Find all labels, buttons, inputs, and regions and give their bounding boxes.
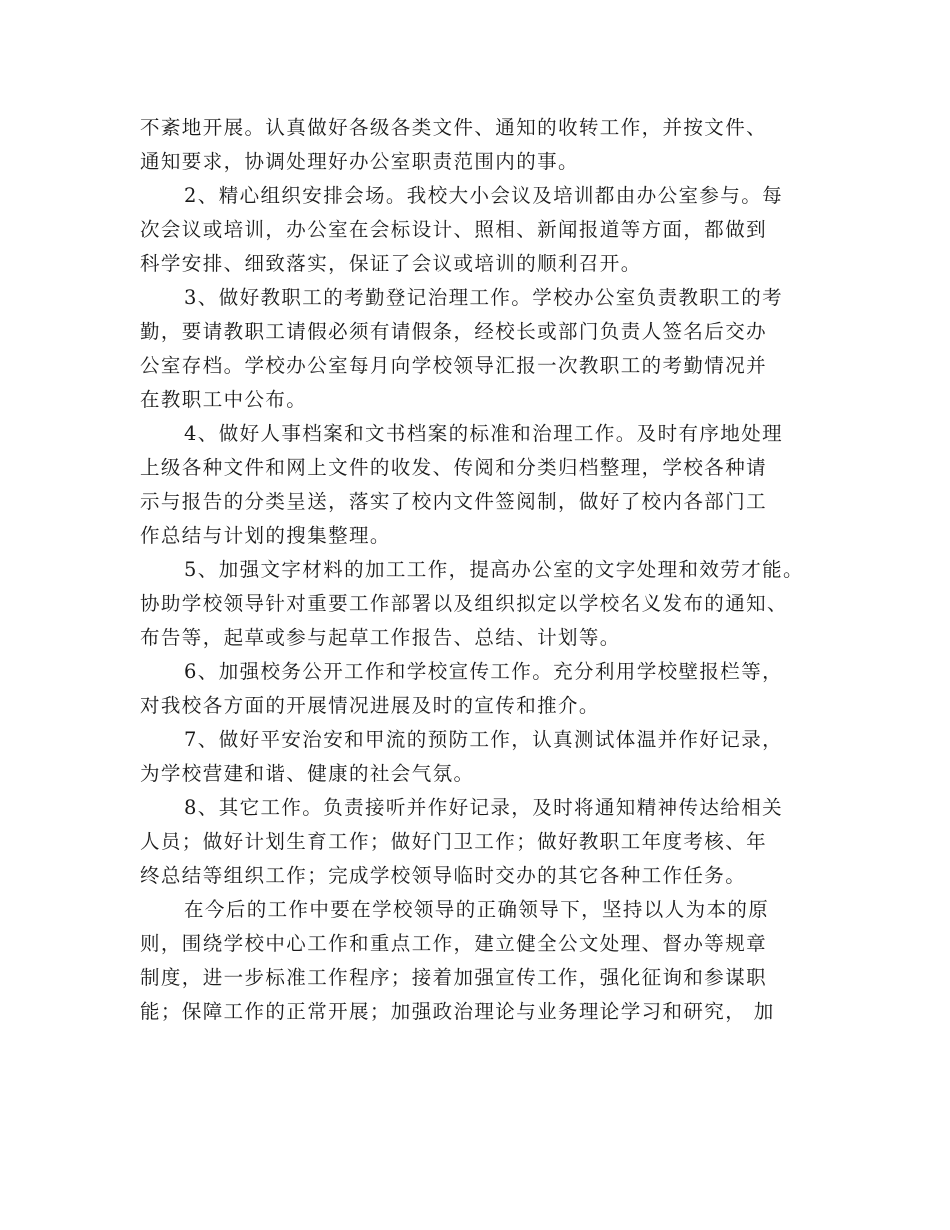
text-line: 科学安排、细致落实，保证了会议或培训的顺利召开。: [140, 252, 642, 275]
text-line: 5、加强文字材料的加工工作，提高办公室的文字处理和效劳才能。: [184, 558, 804, 581]
text-line: 协助学校领导针对重要工作部署以及组织拟定以学校名义发布的通知、: [140, 592, 788, 615]
text-line: 不紊地开展。认真做好各级各类文件、通知的收转工作，并按文件、: [140, 116, 768, 139]
text-line: 2、精心组织安排会场。我校大小会议及培训都由办公室参与。每: [184, 184, 784, 207]
text-line: 能；保障工作的正常开展；加强政治理论与业务理论学习和研究， 加: [140, 1000, 775, 1023]
paragraph: [140, 655, 840, 723]
paragraph: [140, 417, 840, 553]
text-line: 人员；做好计划生育工作；做好门卫工作；做好教职工年度考核、年: [140, 830, 768, 853]
text-line: 6、加强校务公开工作和学校宣传工作。充分利用学校壁报栏等，: [184, 660, 784, 683]
paragraph: [140, 281, 840, 417]
text-line: 7、做好平安治安和甲流的预防工作，认真测试体温并作好记录，: [184, 728, 784, 751]
paragraph: [140, 553, 840, 655]
text-line: 次会议或培训，办公室在会标设计、照相、新闻报道等方面，都做到: [140, 218, 768, 241]
text-line: 则，围绕学校中心工作和重点工作，建立健全公文处理、督办等规章: [140, 932, 768, 955]
text-line: 示与报告的分类呈送，落实了校内文件签阅制，做好了校内各部门工: [140, 490, 768, 513]
text-line: 8、其它工作。负责接听并作好记录，及时将通知精神传达给相关: [184, 796, 784, 819]
document-body: [140, 111, 840, 1029]
text-line: 公室存档。学校办公室每月向学校领导汇报一次教职工的考勤情况并: [140, 354, 768, 377]
text-line: 制度，进一步标准工作程序；接着加强宣传工作，强化征询和参谋职: [140, 966, 768, 989]
text-line: 为学校营建和谐、健康的社会气氛。: [140, 762, 475, 785]
text-line: 通知要求，协调处理好办公室职责范围内的事。: [140, 150, 579, 173]
paragraph: [140, 179, 840, 281]
text-line: 作总结与计划的搜集整理。: [140, 524, 391, 547]
text-line: 4、做好人事档案和文书档案的标准和治理工作。及时有序地处理: [184, 422, 784, 445]
text-line: 在今后的工作中要在学校领导的正确领导下，坚持以人为本的原: [184, 898, 770, 921]
text-line: 3、做好教职工的考勤登记治理工作。学校办公室负责教职工的考: [184, 286, 784, 309]
paragraph: [140, 893, 840, 1029]
paragraph: [140, 111, 840, 179]
text-line: 勤，要请教职工请假必须有请假条，经校长或部门负责人签名后交办: [140, 320, 768, 343]
text-line: 上级各种文件和网上文件的收发、传阅和分类归档整理，学校各种请: [140, 456, 768, 479]
text-line: 布告等，起草或参与起草工作报告、总结、计划等。: [140, 626, 621, 649]
text-line: 在教职工中公布。: [140, 388, 308, 411]
text-line: 终总结等组织工作；完成学校领导临时交办的其它各种工作任务。: [140, 864, 747, 887]
paragraph: [140, 723, 840, 791]
text-line: 对我校各方面的开展情况进展及时的宣传和推介。: [140, 694, 600, 717]
paragraph: [140, 791, 840, 893]
